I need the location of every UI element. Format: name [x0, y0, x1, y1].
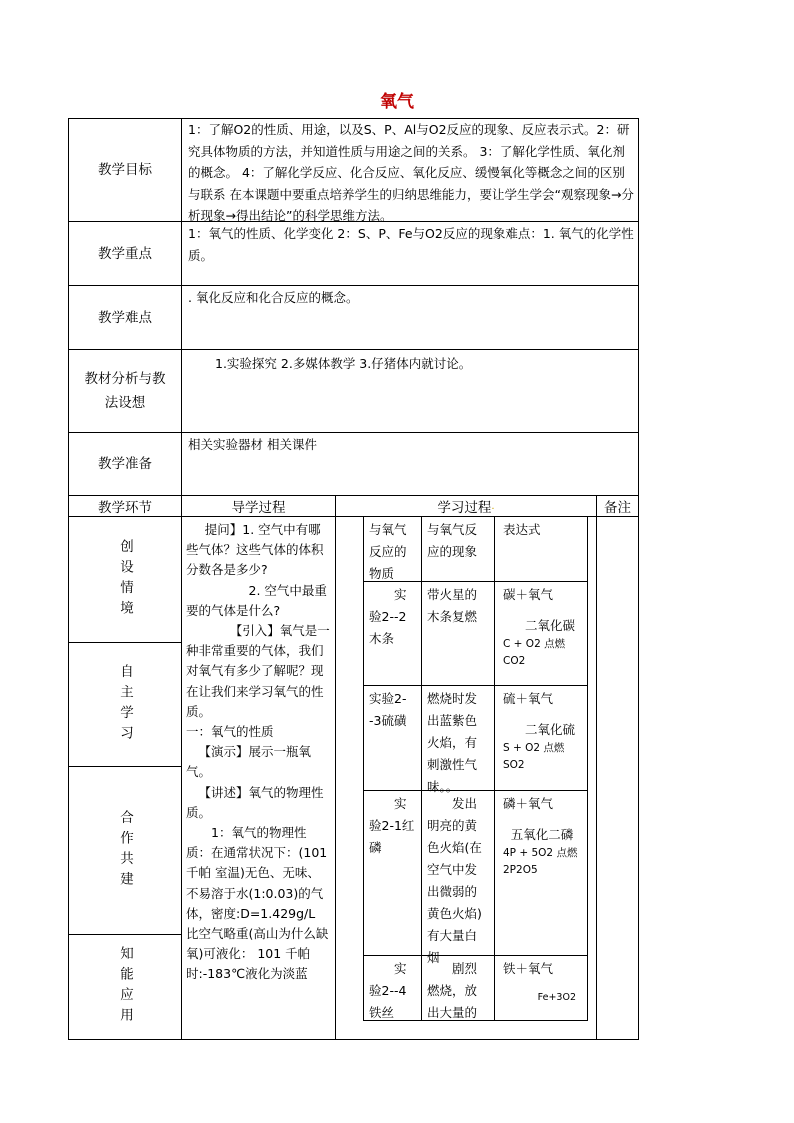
inner-header-phenomenon: 与氧气反应的现象 — [421, 516, 495, 582]
key-label: 教学重点 — [68, 221, 182, 286]
prep-label: 教学准备 — [68, 432, 182, 496]
inner-header-substance: 与氧气反应的物质 — [363, 516, 422, 582]
expr-3-formula: 4P + 5O2 点燃 2P2O5 — [503, 847, 578, 876]
expr-2-formula: S + O2 点燃 SO2 — [503, 742, 565, 771]
inner-row-1-phenomenon: 带火星的木条复燃 — [421, 581, 495, 686]
expr-4-word: 铁＋氧气 — [503, 961, 554, 976]
inner-row-2-substance: 实验2--3硫磺 — [363, 685, 422, 791]
inner-header-expression: 表达式 — [494, 516, 588, 582]
header-stage: 教学环节 — [68, 495, 182, 517]
prep-text: 相关实验器材 相关课件 — [181, 432, 639, 496]
inner-row-4-substance: 实验2--4铁丝 — [363, 955, 422, 1021]
header-remarks: 备注 — [596, 495, 639, 517]
key-text: 1：氧气的性质、化学变化 2：S、P、Fe与O2反应的现象难点：1. 氧气的化学性质。 — [181, 221, 639, 286]
method-label: 教材分析与教法设想 — [68, 349, 182, 433]
guide-physical: 1：氧气的物理性质：在通常状况下：(101千帕 室温)无色、无味、不易溶于水(1:0.03)的气体，密度:D=1.429g/L 比空气略重(高山为什么缺氧)可液化： 101 千帕时:-183℃液化为淡蓝 — [186, 825, 329, 982]
expr-3-product: 五氧化二磷 — [510, 827, 574, 842]
expr-2-word: 硫＋氧气 — [503, 691, 554, 706]
inner-row-4-phenomenon: 剧烈燃烧，放出大量的 — [421, 955, 495, 1021]
inner-row-4-expression — [494, 955, 588, 1021]
expr-3-word: 磷＋氧气 — [503, 796, 554, 811]
header-learning: 学习过程 . — [335, 495, 597, 517]
goal-label: 教学目标 — [68, 118, 182, 222]
guide-intro: 【引入】氧气是一种非常重要的气体，我们对氧气有多少了解呢？现在让我们来学习氧气的性质。 — [186, 623, 330, 719]
guide-lecture: 【讲述】氧气的物理性质。 — [186, 784, 324, 820]
stage-4: 知能应用 — [68, 934, 182, 1040]
method-text: 1.实验探究 2.多媒体教学 3.仔猪体内就讨论。 — [181, 349, 639, 433]
inner-row-3-phenomenon: 发出明亮的黄色火焰(在空气中发出微弱的黄色火焰)有大量白烟 — [421, 790, 495, 956]
stage-2: 自主学习 — [68, 642, 182, 767]
goal-text: 1：了解O2的性质、用途，以及S、P、Al与O2反应的现象、反应表示式。2：研究具体物质的方法，并知道性质与用途之间的关系。 3：了解化学性质、氧化剂的概念。 4：了解化学反应、化合反应、氧化反应、缓慢氧化等概念之间的区别与联系 在本课题中要重点培养学生的归纳思维能力，要让学生学会“观察现象→分析现象→得出结论”的科学思维方法。 — [181, 118, 639, 222]
remarks-cell — [596, 516, 639, 1040]
guide-process — [181, 516, 336, 1040]
expr-2-product: 二氧化硫 — [524, 722, 575, 737]
guide-demo: 【演示】展示一瓶氧气。 — [186, 744, 312, 780]
expr-1-word: 碳＋氧气 — [503, 587, 554, 602]
expr-1-formula: C + O2 点燃 CO2 — [503, 638, 566, 667]
expr-1-product: 二氧化碳 — [524, 618, 575, 633]
inner-row-2-expression — [494, 685, 588, 791]
inner-row-3-substance: 实验2-1红磷 — [363, 790, 422, 956]
inner-row-2-phenomenon: 燃烧时发出蓝紫色火焰，有刺激性气味。。 — [421, 685, 495, 791]
header-guide: 导学过程 — [181, 495, 336, 517]
stage-1: 创设情境 — [68, 516, 182, 643]
inner-row-1-substance: 实验2--2木条 — [363, 581, 422, 686]
expr-4-formula: Fe+3O2 — [537, 992, 576, 1003]
page-title: 氧气 — [380, 92, 414, 112]
guide-question-2: 2. 空气中最重要的气体是什么? — [186, 582, 327, 618]
guide-section: 一：氧气的性质 — [186, 724, 274, 740]
difficulty-label: 教学难点 — [68, 285, 182, 350]
guide-question-1: 提问】1. 空气中有哪些气体？这些气体的体积分数各是多少? — [186, 522, 324, 578]
inner-row-3-expression — [494, 790, 588, 956]
inner-row-1-expression — [494, 581, 588, 686]
stage-3: 合作共建 — [68, 766, 182, 935]
difficulty-text: . 氧化反应和化合反应的概念。 — [181, 285, 639, 350]
